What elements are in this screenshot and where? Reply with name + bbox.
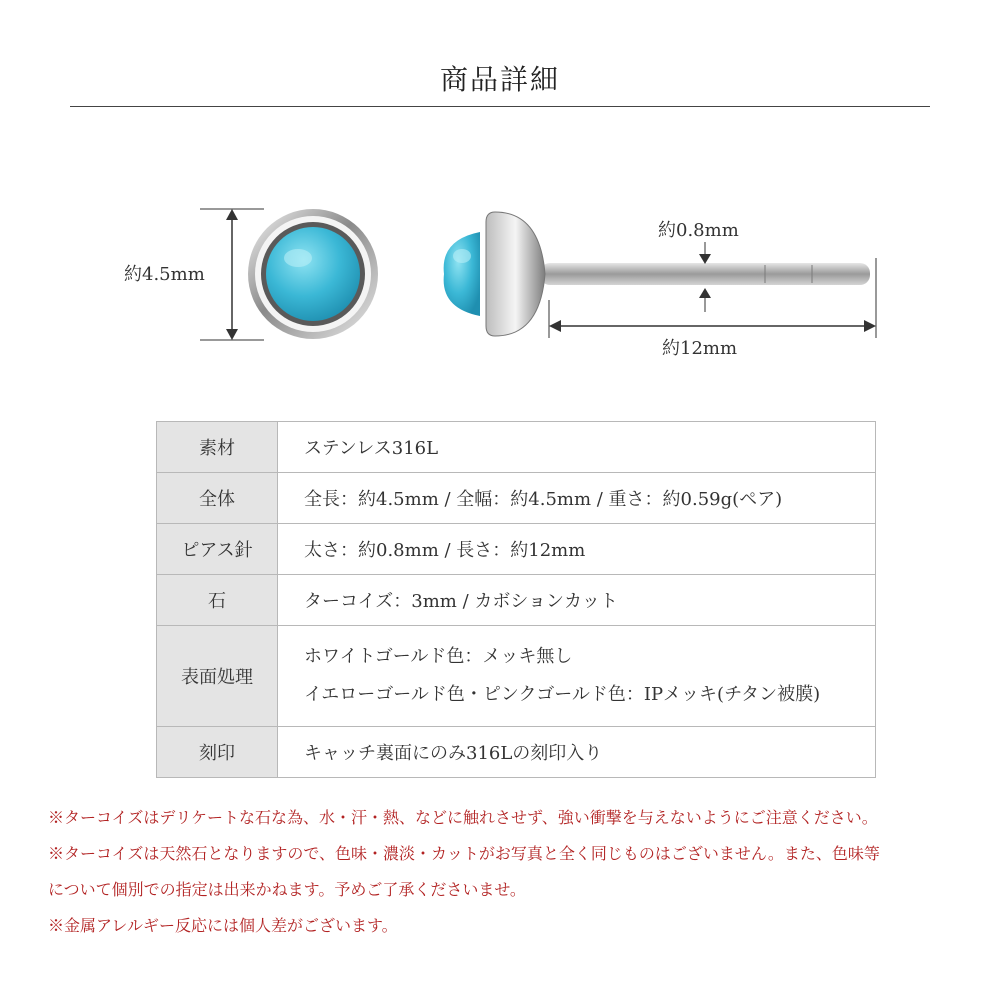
spec-table — [156, 421, 876, 778]
thickness-label: 約0.8mm — [658, 220, 739, 241]
table-row — [157, 626, 876, 727]
spec-value — [278, 626, 876, 727]
spec-label: 石 — [157, 575, 278, 626]
spec-value: ターコイズ：3mm / カボションカット — [278, 575, 876, 626]
length-label: 約12mm — [662, 338, 738, 359]
spec-label: 全体 — [157, 473, 278, 524]
product-illustration — [0, 0, 1000, 400]
spec-value: ステンレス316L — [278, 422, 876, 473]
table-row — [157, 524, 876, 575]
page-title: 商品詳細 — [439, 63, 560, 96]
spec-value: 太さ：約0.8mm / 長さ：約12mm — [278, 524, 876, 575]
note-line: ※ターコイズはデリケートな石な為、水・汗・熱、などに触れさせず、強い衝撃を与えないようにご注意ください。 — [48, 808, 878, 827]
table-row — [157, 575, 876, 626]
earring-side-view — [444, 212, 870, 336]
diameter-label: 約4.5mm — [124, 264, 205, 285]
spec-label: ピアス針 — [157, 524, 278, 575]
table-row — [157, 422, 876, 473]
note-line: について個別での指定は出来かねます。予めご了承くださいませ。 — [48, 880, 526, 899]
spec-label: 素材 — [157, 422, 278, 473]
note-line: ※金属アレルギー反応には個人差がございます。 — [48, 916, 398, 935]
spec-value-line: イエローゴールド色・ピンクゴールド色：IPメッキ(チタン被膜) — [304, 684, 821, 705]
spec-value: キャッチ裏面にのみ316Lの刻印入り — [278, 727, 876, 778]
table-row — [157, 727, 876, 778]
spec-value: 全長：約4.5mm / 全幅：約4.5mm / 重さ：約0.59g(ペア) — [278, 473, 876, 524]
table-row — [157, 473, 876, 524]
earring-front-view — [248, 209, 378, 339]
spec-label: 表面処理 — [157, 626, 278, 727]
caution-notes — [48, 800, 968, 944]
note-line: ※ターコイズは天然石となりますので、色味・濃淡・カットがお写真と全く同じものはございません。また、色味等 — [48, 844, 880, 863]
spec-label: 刻印 — [157, 727, 278, 778]
spec-value-line: ホワイトゴールド色：メッキ無し — [304, 646, 573, 667]
